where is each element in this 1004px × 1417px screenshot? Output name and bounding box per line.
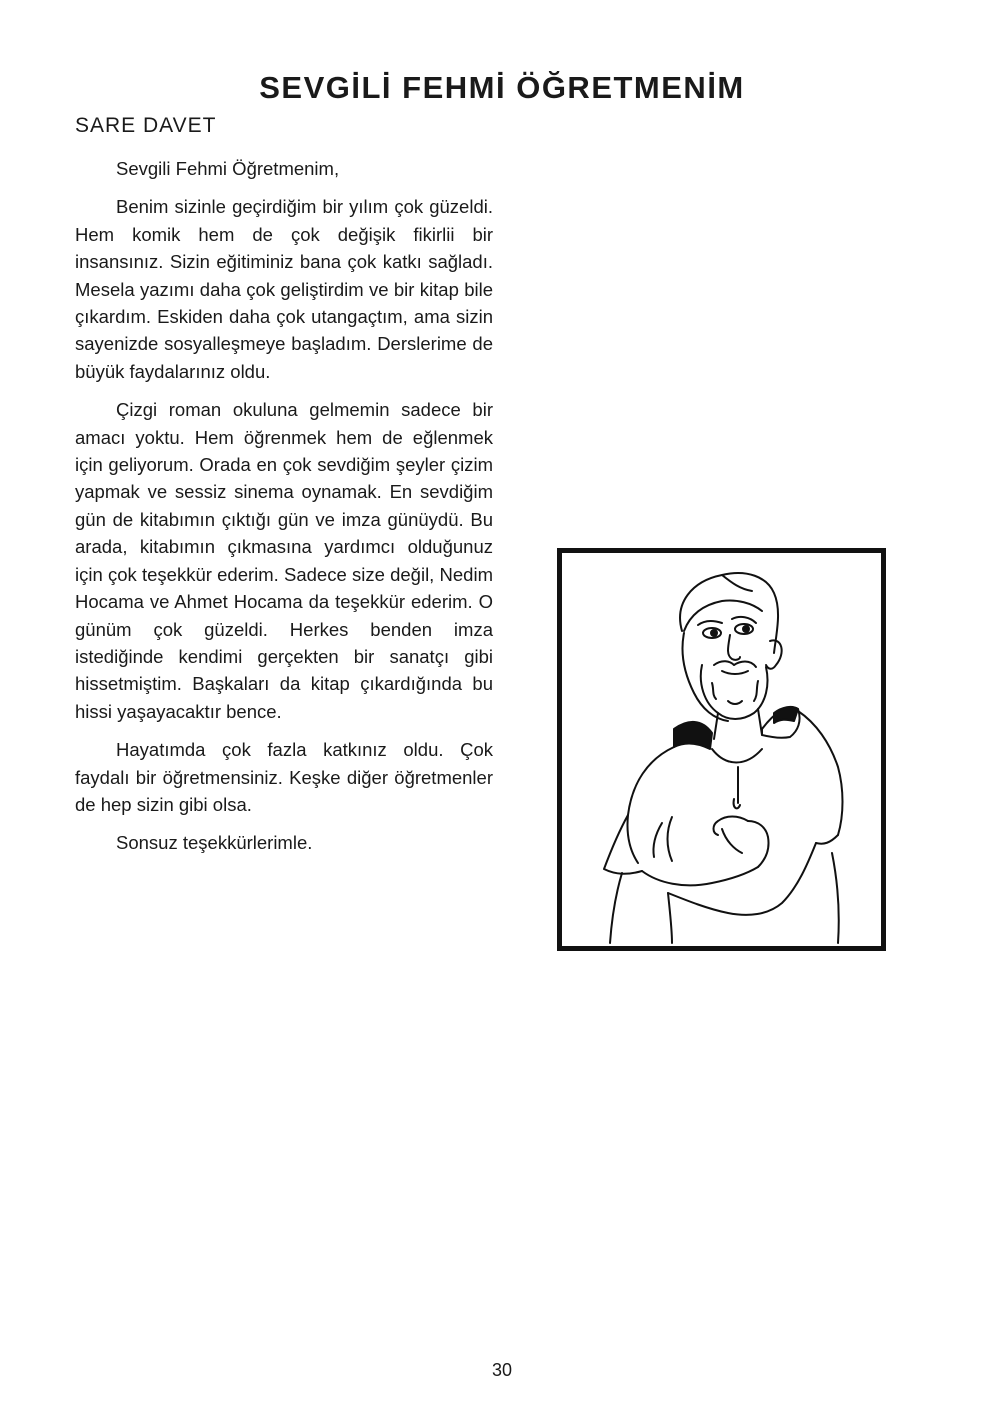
letter-body bbox=[75, 155, 493, 868]
letter-closing: Sonsuz teşekkürlerimle. bbox=[116, 832, 313, 854]
page-number: 30 bbox=[491, 1360, 513, 1380]
author-name: SARE DAVET bbox=[75, 114, 217, 137]
teacher-illustration bbox=[557, 548, 886, 951]
letter-paragraph-1: Benim sizinle geçirdiğim bir yılım çok güzeldi. Hem komik hem de çok değişik fikirlii bir insansınız. Sizin eğitiminiz bana çok katkı sağladı. Mesela yazımı daha çok geliştirdim ve bir kitap bile çıkardım. Eskiden daha çok utangaçtım, ama sizin sayenizde sosyalleşmeye başladım. Derslerime de büyük faydalarınız oldu. bbox=[75, 196, 493, 382]
letter-paragraph-2: Çizgi roman okuluna gelmemin sadece bir amacı yoktu. Hem öğrenmek hem de eğlenmek için geliyorum. Orada en çok sevdiğim şeyler çizim yapmak ve sessiz sinema oynamak. En sevdiğim gün de kitabımın çıktığı gün ve imza günüydü. Bu arada, kitabımın çıkmasına yardımcı olduğunuz için çok teşekkür ederim. Sadece size değil, Nedim Hocama ve Ahmet Hocama da teşekkür ederim. O günüm çok güzeldi. Herkes benden imza istediğinde kendimi gerçekten bir sanatçı gibi hissetmiştim. Başkaları da kitap çıkardığında bu hissi yaşayacaktır bence. bbox=[75, 399, 493, 722]
letter-greeting: Sevgili Fehmi Öğretmenim, bbox=[116, 158, 340, 179]
letter-paragraph-3: Hayatımda çok fazla katkınız oldu. Çok faydalı bir öğretmensiniz. Keşke diğer öğretmenler de hep sizin gibi olsa. bbox=[75, 739, 493, 815]
bearded-teacher-drawing-icon bbox=[562, 553, 881, 946]
page-title: SEVGİLİ FEHMİ ÖĞRETMENİM bbox=[259, 70, 745, 105]
